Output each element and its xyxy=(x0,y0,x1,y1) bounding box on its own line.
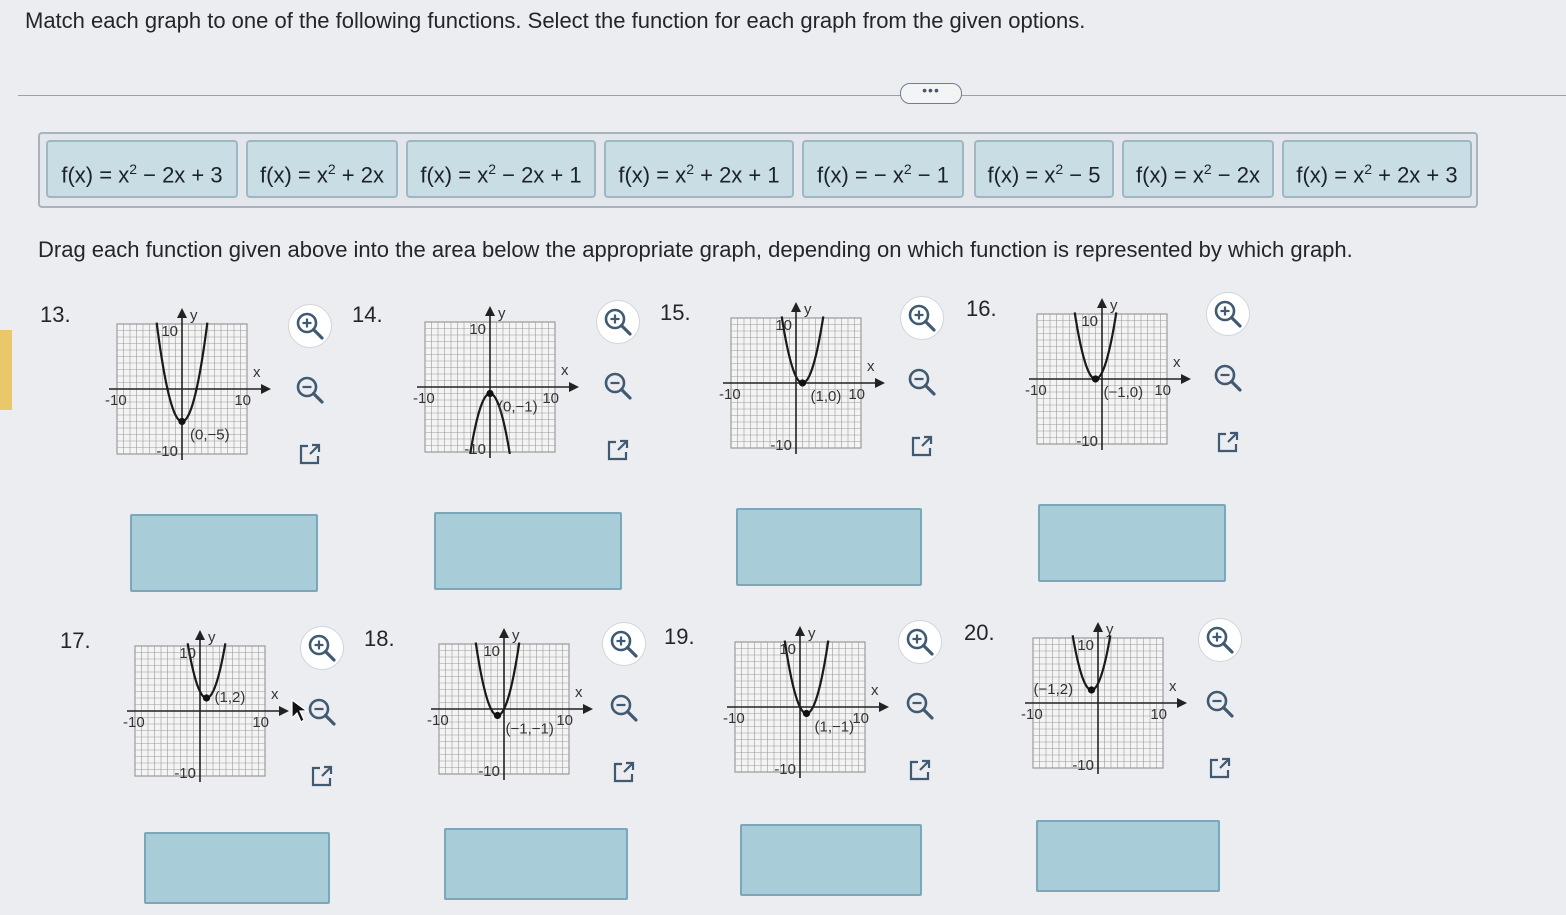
y-max-tick-label: 10 xyxy=(483,643,500,660)
graph-figure xyxy=(1018,614,1198,789)
answer-drop-zone[interactable] xyxy=(444,828,628,900)
y-min-tick-label: -10 xyxy=(774,761,796,778)
question-number: 16. xyxy=(966,296,997,321)
y-max-tick-label: 10 xyxy=(1077,637,1094,654)
y-max-tick-label: 10 xyxy=(179,645,196,662)
y-axis-arrow-icon xyxy=(791,302,801,312)
function-chip-rest: + 2x xyxy=(335,162,384,188)
x-min-tick-label: -10 xyxy=(1025,382,1047,399)
x-min-tick-label: -10 xyxy=(123,714,145,731)
parabola-graph xyxy=(410,298,590,468)
vertex-point xyxy=(486,390,493,397)
drag-instruction: Drag each function given above into the area below the appropriate graph, depending on which function is represented by which graph. xyxy=(38,237,1353,262)
function-chip-rest: − 5 xyxy=(1063,162,1101,188)
function-chip-exponent: 2 xyxy=(1203,161,1212,177)
x-axis-arrow-icon xyxy=(279,706,289,716)
vertex-label: (1,2) xyxy=(214,689,246,706)
answer-drop-zone[interactable] xyxy=(144,832,330,904)
x-axis-arrow-icon xyxy=(583,704,593,714)
parabola-graph xyxy=(720,618,900,788)
answer-drop-zone[interactable] xyxy=(1038,504,1226,582)
vertex-label: (1,0) xyxy=(810,388,842,405)
x-axis-label: x xyxy=(271,686,279,703)
function-chip-base: f(x) = x xyxy=(987,162,1056,188)
zoom-out-icon[interactable] xyxy=(288,368,332,412)
zoom-in-icon[interactable] xyxy=(1198,618,1242,662)
y-max-tick-label: 10 xyxy=(161,323,178,340)
function-chip-base: f(x) = x xyxy=(61,162,130,188)
x-axis-arrow-icon xyxy=(1177,698,1187,708)
function-chip-base: f(x) = x xyxy=(1136,162,1204,188)
y-max-tick-label: 10 xyxy=(779,641,796,658)
function-chip-rest: − 2x + 3 xyxy=(137,162,223,188)
y-axis-arrow-icon xyxy=(195,630,205,640)
function-chip[interactable] xyxy=(802,140,964,198)
x-max-tick-label: 10 xyxy=(1154,382,1171,399)
more-options-button[interactable]: ••• xyxy=(900,83,962,104)
graph-figure xyxy=(120,622,300,797)
zoom-out-icon[interactable] xyxy=(900,360,944,404)
y-axis-label: y xyxy=(1106,621,1114,638)
vertex-point xyxy=(178,418,185,425)
function-chip-exponent: 2 xyxy=(903,161,912,177)
page-instruction: Match each graph to one of the following functions. Select the function for each graph from the given options. xyxy=(25,8,1086,33)
x-axis-label: x xyxy=(871,682,879,699)
vertex-point xyxy=(203,694,210,701)
y-max-tick-label: 10 xyxy=(1081,313,1098,330)
section-divider xyxy=(18,95,1566,96)
question-number: 14. xyxy=(352,302,383,327)
vertex-point xyxy=(803,710,810,717)
x-max-tick-label: 10 xyxy=(1150,706,1167,723)
y-min-tick-label: -10 xyxy=(478,763,500,780)
y-max-tick-label: 10 xyxy=(775,317,792,334)
vertex-label: (−1,0) xyxy=(1103,384,1144,401)
parabola-graph xyxy=(716,294,896,464)
question-number: 17. xyxy=(60,628,91,653)
zoom-out-icon[interactable] xyxy=(1198,682,1242,726)
left-edge-tab xyxy=(0,330,12,410)
vertex-label: (0,−1) xyxy=(498,398,538,416)
graph-figure xyxy=(716,294,896,469)
y-axis-arrow-icon xyxy=(499,628,509,638)
x-min-tick-label: -10 xyxy=(1021,706,1043,723)
parabola-graph xyxy=(424,620,604,790)
graph-figure xyxy=(102,300,282,475)
y-min-tick-label: -10 xyxy=(174,765,196,782)
open-new-window-icon[interactable] xyxy=(1198,746,1242,790)
function-chip[interactable] xyxy=(46,140,238,198)
y-min-tick-label: -10 xyxy=(1072,757,1094,774)
y-max-tick-label: 10 xyxy=(469,321,486,338)
y-axis-label: y xyxy=(498,305,506,322)
x-max-tick-label: 10 xyxy=(852,710,869,727)
zoom-out-icon[interactable] xyxy=(602,686,646,730)
question-number: 19. xyxy=(664,624,695,649)
zoom-in-icon[interactable] xyxy=(300,626,344,670)
parabola-graph xyxy=(1022,290,1202,460)
zoom-out-icon[interactable] xyxy=(898,684,942,728)
open-new-window-icon[interactable] xyxy=(1206,420,1250,464)
vertex-point xyxy=(1092,375,1099,382)
parabola-graph xyxy=(102,300,282,470)
parabola-graph xyxy=(120,622,300,792)
x-axis-label: x xyxy=(867,358,875,375)
zoom-out-icon[interactable] xyxy=(596,364,640,408)
function-chip-rest: + 2x + 1 xyxy=(694,162,780,188)
y-axis-arrow-icon xyxy=(1097,298,1107,308)
x-axis-arrow-icon xyxy=(261,384,271,394)
y-axis-arrow-icon xyxy=(177,308,187,318)
vertex-point xyxy=(1088,686,1095,693)
y-axis-label: y xyxy=(208,629,216,646)
answer-drop-zone[interactable] xyxy=(130,514,318,592)
x-max-tick-label: 10 xyxy=(848,386,865,403)
function-chip-base: f(x) = x xyxy=(618,162,687,188)
question-number: 20. xyxy=(964,620,995,645)
y-axis-label: y xyxy=(808,625,816,642)
function-chip-rest: − 2x + 1 xyxy=(496,162,582,188)
y-min-tick-label: -10 xyxy=(1076,433,1098,450)
vertex-label: (0,−5) xyxy=(190,426,230,444)
open-new-window-icon[interactable] xyxy=(596,428,640,472)
function-chip[interactable] xyxy=(604,140,794,198)
function-chip-exponent: 2 xyxy=(1364,161,1372,177)
function-chip[interactable] xyxy=(406,140,596,198)
function-chip-base: f(x) = x xyxy=(260,162,328,188)
function-chip-base: f(x) = − x xyxy=(817,162,904,188)
y-min-tick-label: -10 xyxy=(770,437,792,454)
question-number: 13. xyxy=(40,302,71,327)
x-axis-arrow-icon xyxy=(879,702,889,712)
x-axis-arrow-icon xyxy=(569,382,579,392)
function-chip[interactable] xyxy=(1282,140,1472,198)
open-new-window-icon[interactable] xyxy=(900,424,944,468)
open-new-window-icon[interactable] xyxy=(300,754,344,798)
vertex-label: (−1,−1) xyxy=(505,720,554,738)
function-chip-exponent: 2 xyxy=(488,161,496,177)
x-axis-label: x xyxy=(575,684,583,701)
zoom-in-icon[interactable] xyxy=(288,304,332,348)
function-chip-exponent: 2 xyxy=(1055,161,1064,177)
graph-figure xyxy=(410,298,590,473)
y-axis-arrow-icon xyxy=(1093,622,1103,632)
x-axis-label: x xyxy=(253,364,261,381)
zoom-in-icon[interactable] xyxy=(900,296,944,340)
vertex-point xyxy=(799,379,806,386)
answer-drop-zone[interactable] xyxy=(434,512,622,590)
graph-figure xyxy=(424,620,604,795)
zoom-in-icon[interactable] xyxy=(602,622,646,666)
answer-drop-zone[interactable] xyxy=(1036,820,1220,892)
function-chip-rest: − 1 xyxy=(911,162,949,188)
graph-figure xyxy=(1022,290,1202,465)
zoom-in-icon[interactable] xyxy=(898,620,942,664)
y-axis-label: y xyxy=(512,627,520,644)
vertex-point xyxy=(494,712,501,719)
function-chip[interactable] xyxy=(1122,140,1274,198)
y-min-tick-label: -10 xyxy=(156,443,178,460)
zoom-in-icon[interactable] xyxy=(596,300,640,344)
x-axis-arrow-icon xyxy=(875,378,885,388)
parabola-graph xyxy=(1018,614,1198,784)
x-max-tick-label: 10 xyxy=(542,390,559,407)
function-chip[interactable] xyxy=(974,140,1114,198)
function-chip-exponent: 2 xyxy=(686,161,694,177)
y-axis-arrow-icon xyxy=(485,306,495,316)
vertex-label: (1,−1) xyxy=(814,718,855,736)
mouse-cursor-icon xyxy=(290,698,310,724)
x-axis-label: x xyxy=(1173,354,1181,371)
function-chip-rest: − 2x xyxy=(1211,162,1260,188)
x-min-tick-label: -10 xyxy=(719,386,741,403)
function-chip-base: f(x) = x xyxy=(420,162,489,188)
x-min-tick-label: -10 xyxy=(413,390,435,407)
vertex-label: (−1,2) xyxy=(1033,681,1074,698)
function-chip[interactable] xyxy=(246,140,398,198)
question-number: 15. xyxy=(660,300,691,325)
graph-figure xyxy=(720,618,900,793)
answer-drop-zone[interactable] xyxy=(740,824,922,896)
open-new-window-icon[interactable] xyxy=(602,750,646,794)
x-axis-arrow-icon xyxy=(1181,374,1191,384)
function-chip-exponent: 2 xyxy=(327,161,336,177)
x-max-tick-label: 10 xyxy=(252,714,269,731)
open-new-window-icon[interactable] xyxy=(898,748,942,792)
answer-drop-zone[interactable] xyxy=(736,508,922,586)
y-axis-label: y xyxy=(190,307,198,324)
x-axis-label: x xyxy=(1169,678,1177,695)
x-min-tick-label: -10 xyxy=(427,712,449,729)
zoom-in-icon[interactable] xyxy=(1206,292,1250,336)
y-axis-label: y xyxy=(804,301,812,318)
function-chip-base: f(x) = x xyxy=(1296,162,1365,188)
question-number: 18. xyxy=(364,626,395,651)
y-axis-label: y xyxy=(1110,297,1118,314)
function-chip-exponent: 2 xyxy=(129,161,137,177)
x-min-tick-label: -10 xyxy=(723,710,745,727)
y-min-tick-label: -10 xyxy=(464,441,486,458)
open-new-window-icon[interactable] xyxy=(288,432,332,476)
function-chip-rest: + 2x + 3 xyxy=(1372,162,1458,188)
x-axis-label: x xyxy=(561,362,569,379)
y-axis-arrow-icon xyxy=(795,626,805,636)
x-max-tick-label: 10 xyxy=(234,392,251,409)
zoom-out-icon[interactable] xyxy=(1206,356,1250,400)
x-max-tick-label: 10 xyxy=(556,712,573,729)
x-min-tick-label: -10 xyxy=(105,392,127,409)
